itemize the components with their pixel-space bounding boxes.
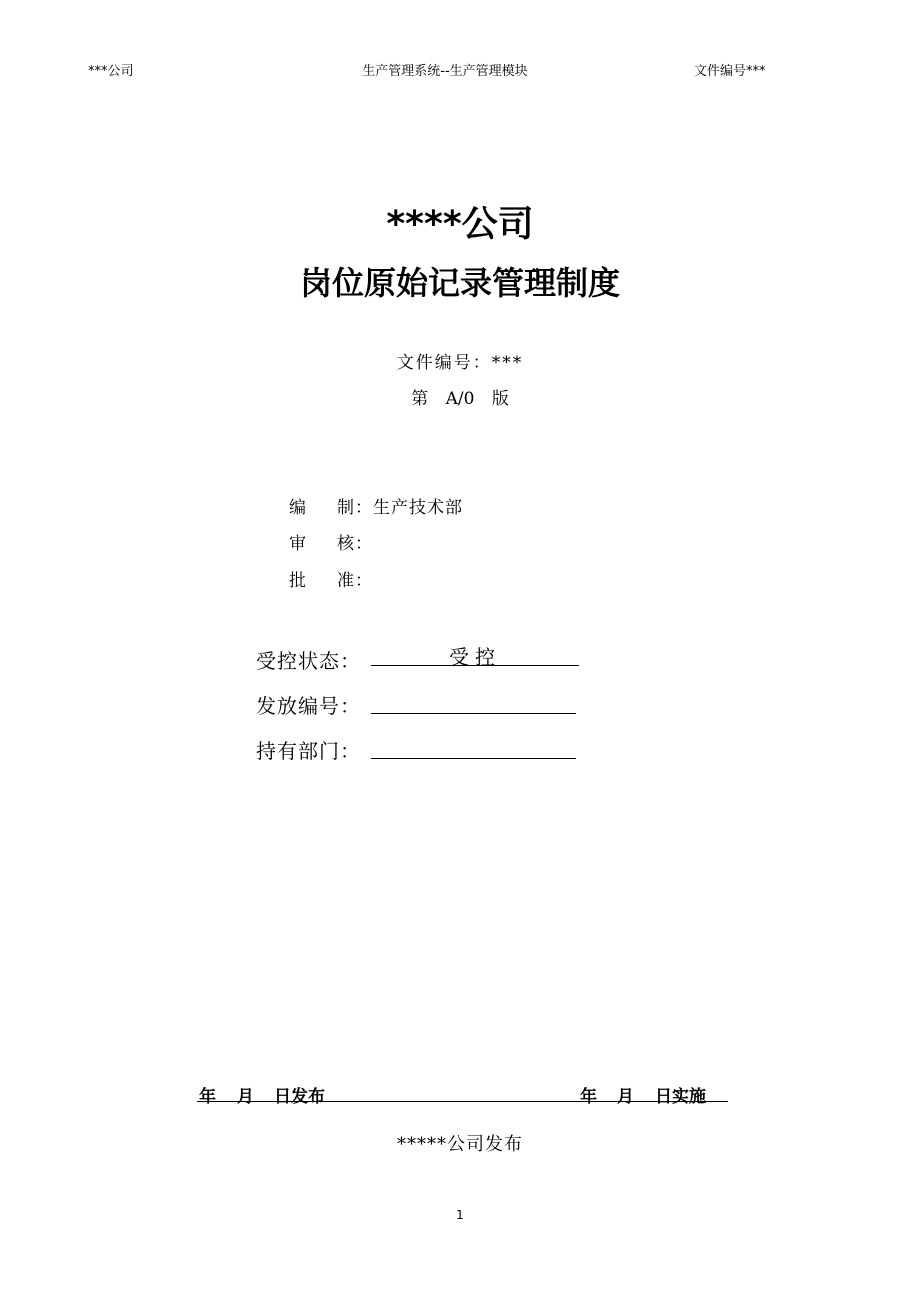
header-document-number: 文件编号*** [694,64,766,79]
header-company: ***公司 [88,64,134,79]
version-suffix: 版 [491,389,509,409]
page-number: 1 [456,1208,464,1222]
version-line [0,384,920,409]
signature-row-compile [289,493,463,518]
release-month: 月 [237,1087,254,1107]
control-status-label: 受控状态： [256,649,361,673]
version-prefix: 第 [411,389,429,409]
version-value: A/0 [445,389,475,409]
control-status-field: 受控 [371,641,579,666]
title-main: 岗位原始记录管理制度 [299,264,620,302]
signature-label-a: 审 [289,534,307,554]
holding-department-label: 持有部门： [256,739,361,763]
signature-label-b: 制： [337,498,373,518]
signature-label-a: 批 [289,571,307,591]
signature-row-review [289,529,373,554]
publisher: *****公司发布 [397,1134,523,1155]
document-number: 文件编号：*** [396,353,524,373]
distribution-number-field [371,689,576,714]
distribution-number-label: 发放编号： [256,694,361,718]
signature-label-b: 核： [337,534,373,554]
release-year: 年 [199,1087,216,1107]
effective-year: 年 [580,1087,597,1107]
effective-month: 月 [617,1087,634,1107]
signature-row-approve [289,566,373,591]
signature-value: 生产技术部 [373,498,463,518]
release-day: 日发布 [274,1087,325,1107]
signature-label-b: 准： [337,571,373,591]
signature-label-a: 编 [289,498,307,518]
effective-day: 日实施 [655,1087,706,1107]
holding-department-field [371,734,576,759]
title-company: ****公司 [386,204,534,245]
header-system-module: 生产管理系统--生产管理模块 [362,64,528,79]
